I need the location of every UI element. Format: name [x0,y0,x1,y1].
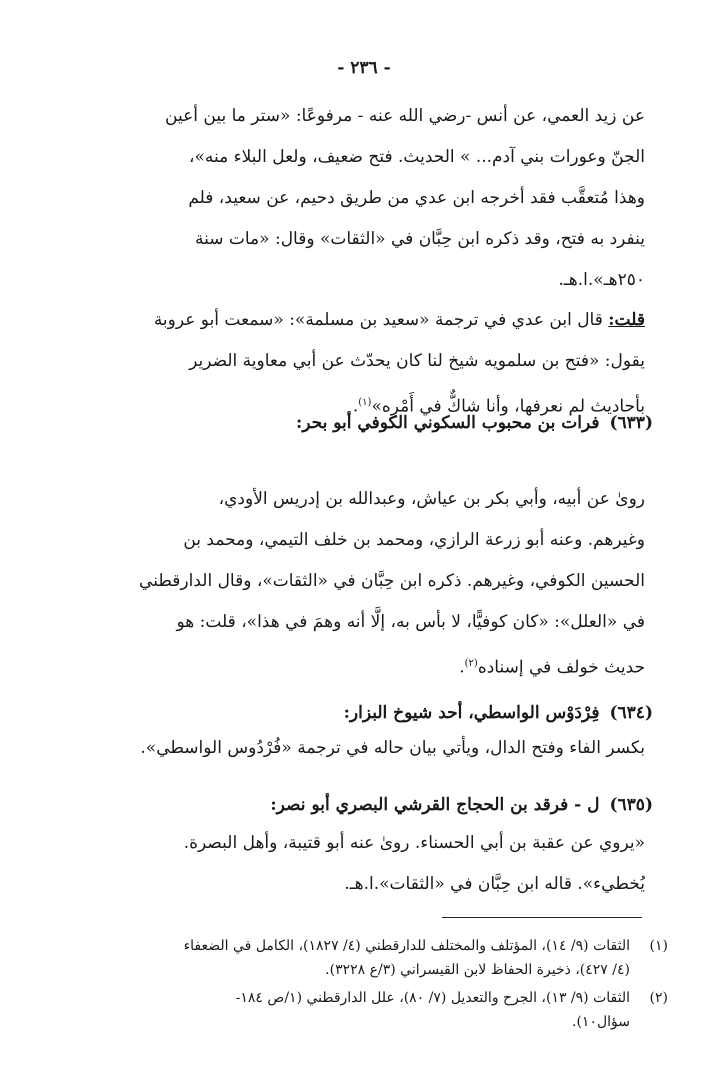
footnote-ref: (٢) [464,658,478,669]
text-line [85,300,645,341]
footnote-1 [58,934,668,982]
footnote-text: سؤال١٠). [572,1014,630,1030]
text-line: وغيرهم. وعنه أبو زرعة الرازي، ومحمد بن خلف التيمي، ومحمد بن [183,530,645,550]
text-line: بكسر الفاء وفتح الدال، ويأتي بيان حاله في ترجمة «فُرْدُوس الواسطي». [140,738,645,758]
text-line: روىٰ عن أبيه، وأبي بكر بن عياش، وعبدالله بن إدريس الأودي، [218,489,645,509]
text-fragment: قال ابن عدي في ترجمة «سعيد بن مسلمة»: «سمعت أبو عروبة [153,310,609,330]
text-line: الحسين الكوفي، وغيرهم. ذكره ابن حِبَّان في «الثقات»، وقال الدارقطني [139,571,645,591]
text-line: وهذا مُتعقَّب فقد أخرجه ابن عدي من طريق دحيم، عن سعيد، فلم [188,188,645,208]
entry-heading-633 [63,408,653,438]
page-number: - ٢٣٦ - [337,58,391,78]
entry-heading-634 [63,698,653,728]
text-line: عن زيد العمي، عن أنس -رضي الله عنه - مرفوعًا: «ستر ما بين أعين [165,106,645,126]
entry-body-634 [85,728,645,769]
text-line: يُخطيء». قاله ابن حِبَّان في «الثقات».ا.هـ. [344,874,645,894]
text-fragment: بأحاديث لم نعرفها، وأنا شاكٌّ في أَمْرِه» [371,396,645,417]
entry-heading-635 [63,790,653,820]
entry-title: فرات بن محبوب السكوني الكوفي أبو بحر: [295,413,600,433]
text-fragment: . [459,657,465,678]
text-line: ٢٥٠هـ».ا.هـ. [558,270,645,290]
footnote-text: الثقات (٩/ ١٤)، المؤتلف والمختلف للدارقطني (٤/ ١٨٢٧)، الكامل في الضعفاء [183,938,630,954]
text-line: «يروي عن عقبة بن أبي الحسناء. روىٰ عنه أبو قتيبة، وأهل البصرة. [183,833,645,853]
entry-number: (٦٣٤) [609,703,653,723]
footnote-number: (١) [649,938,668,954]
entry-number: (٦٣٣) [609,413,653,433]
text-fragment: حديث خولف في إسناده [477,657,645,678]
text-line: يقول: «فتح بن سلمويه شيخ لنا كان يحدّث عن أبي معاوية الضرير [189,351,645,371]
paragraph-continuation [85,96,645,301]
footnote-number: (٢) [649,990,668,1006]
text-line: الجنّ وعورات بني آدم... » الحديث. فتح ضعيف، ولعل البلاء منه»، [189,147,645,167]
text-fragment: . [352,396,359,417]
footnote-text: (٤/ ٤٢٧)، ذخيرة الحفاظ لابن القيسراني (٣/ع ٣٢٢٨). [325,962,630,978]
text-line: في «العلل»: «كان كوفيًّا، لا بأس به، إلَّا أنه وهمَ في هذا»، قلت: هو [176,612,645,632]
footnote-separator [442,917,642,918]
footnote-line [58,986,668,1010]
entry-body-635 [85,823,645,905]
entry-title: ل - فرقد بن الحجاج القرشي البصري أبو نصر: [270,795,600,815]
footnote-text: الثقات (٩/ ١٣)، الجرح والتعديل (٧/ ٨٠)، علل الدارقطني (١/ص ١٨٤- [235,990,630,1006]
entry-number: (٦٣٥) [609,795,653,815]
footnote-line [58,934,668,958]
entry-body-633 [85,479,645,689]
entry-title: فِرْدَوْس الواسطي، أحد شيوخ البزار: [343,703,600,723]
qult-label: قلت: [608,310,645,330]
footnote-ref: (١) [358,397,372,408]
text-line: ينفرد به فتح، وقد ذكره ابن حِبَّان في «الثقات» وقال: «مات سنة [194,229,645,249]
footnote-2 [58,986,668,1034]
text-line [85,643,645,689]
